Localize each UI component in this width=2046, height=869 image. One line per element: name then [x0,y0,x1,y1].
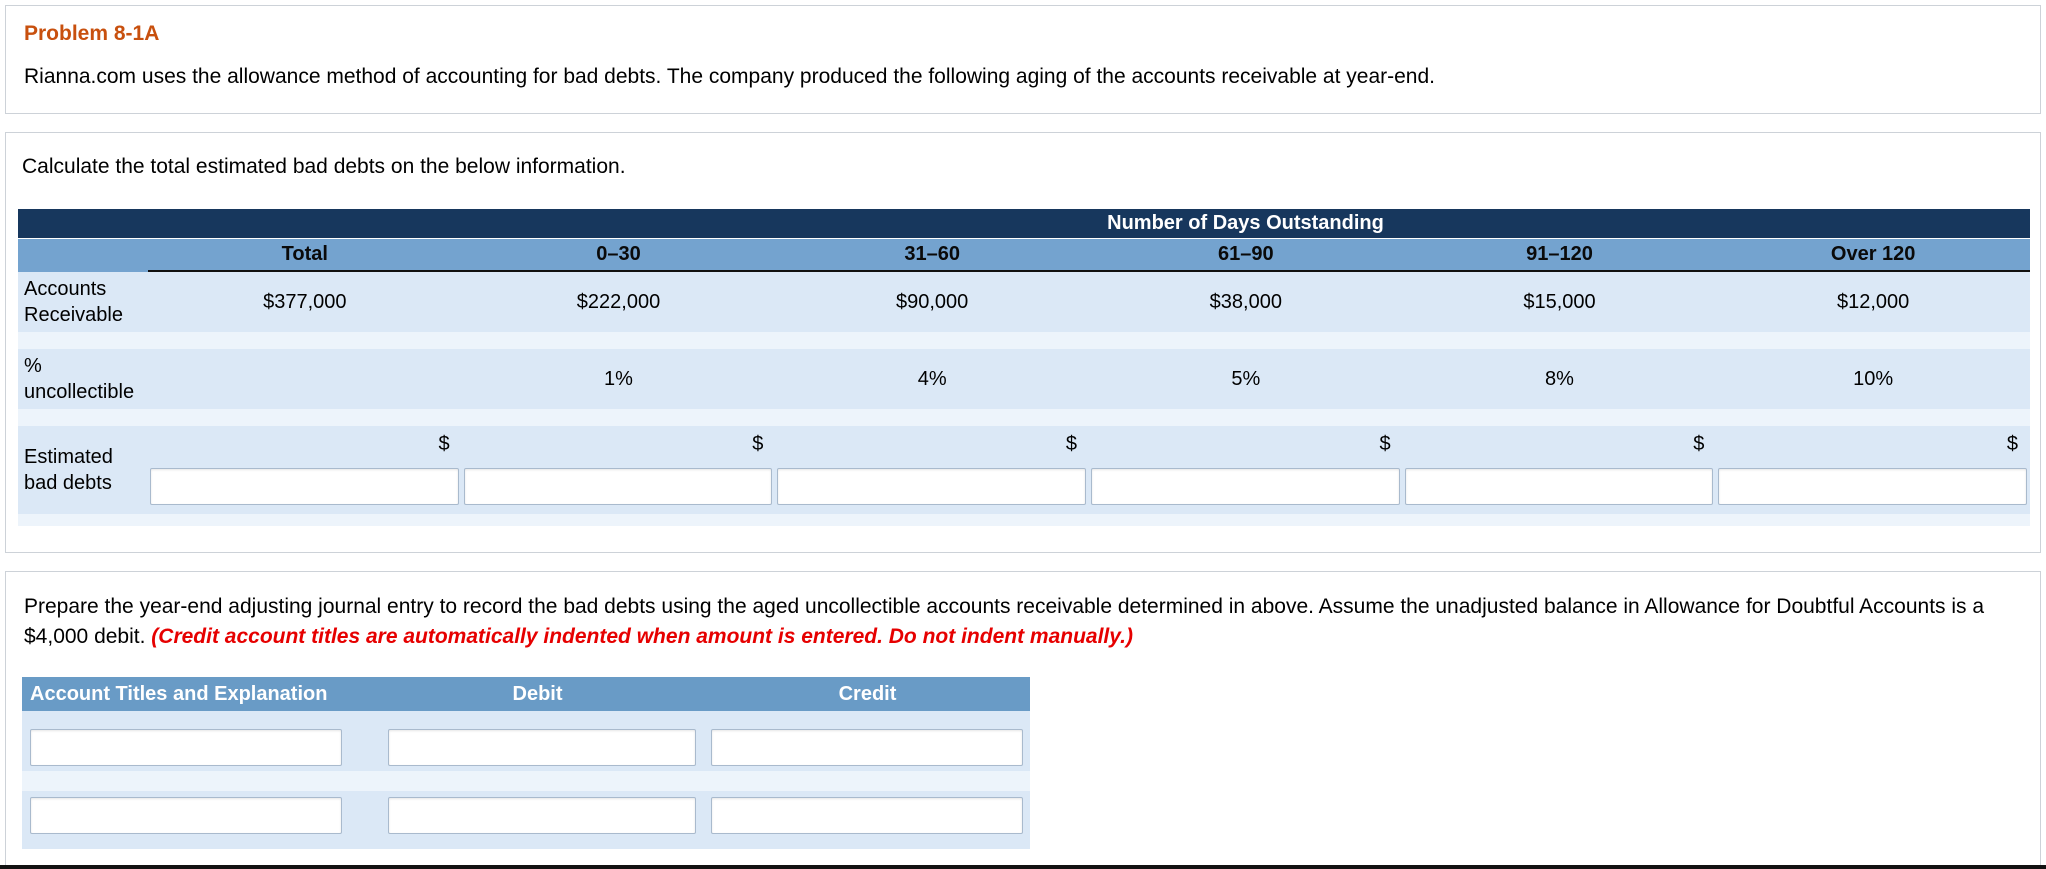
row-stripe [18,409,2030,426]
accounts-receivable-row [18,272,2030,332]
journal-entry-table [22,677,1030,849]
journal-row-2 [22,791,1030,839]
part1-instruction: Calculate the total estimated bad debts on the below information. [22,155,626,179]
days-outstanding-label: Number of Days Outstanding [1107,212,1384,235]
journal-row-2-debit-cell [370,797,705,834]
column-header-over-120: Over 120 [1716,239,2030,272]
journal-header-debit: Debit [512,682,563,705]
estimated-bad-debts-input-31-60[interactable] [777,468,1086,505]
journal-row-1 [22,723,1030,771]
journal-row-1-debit-cell [370,729,705,766]
estimated-bad-debts-input-61-90[interactable] [1091,468,1400,505]
estimated-bad-debts-input-0-30[interactable] [464,468,773,505]
ar-value-61-90: $38,000 [1209,290,1282,313]
problem-intro: Rianna.com uses the allowance method of accounting for bad debts. The company produced the following aging of the accounts receivable at year-end. [24,65,1435,88]
estimated-cell-91-120 [1403,426,1717,514]
journal-header-account-titles: Account Titles and Explanation [30,682,328,705]
journal-row-1-account-input[interactable] [30,729,342,766]
part2-panel [5,571,2041,869]
ar-value-31-60: $90,000 [896,290,969,313]
dollar-sign: $ [2006,433,2018,456]
journal-row-2-debit-input[interactable] [388,797,696,834]
journal-row-1-credit-input[interactable] [711,729,1023,766]
pct-value-over-120: 10% [1853,367,1894,390]
column-header-31-60: 31–60 [775,239,1089,272]
part2-instruction [24,592,2022,651]
part1-panel [5,132,2041,553]
part2-instruction-normal: Prepare the year-end adjusting journal entry to record the bad debts using the aged uncollectible accounts receivable determined in above. Assume the unadjusted balance in Allowance for Doubtful Accounts is a $4,000 debit. [24,595,1985,648]
journal-row-1-credit-cell [705,729,1030,766]
aging-table [18,209,2030,526]
journal-row-2-account-cell [22,797,370,834]
ar-value-0-30: $222,000 [576,290,661,313]
journal-body [22,711,1030,849]
estimated-bad-debts-row [18,426,2030,514]
column-header-91-120: 91–120 [1403,239,1717,272]
row-stripe [18,514,2030,526]
dollar-sign: $ [1065,433,1077,456]
accounts-receivable-row-label: Accounts Receivable [24,278,123,327]
dollar-sign: $ [438,433,450,456]
percent-uncollectible-row [18,349,2030,409]
estimated-cell-over-120 [1716,426,2030,514]
journal-row-2-account-input[interactable] [30,797,342,834]
journal-row-2-credit-input[interactable] [711,797,1023,834]
corner-cell [18,239,148,272]
window-bottom-edge [0,865,2046,869]
row-stripe [22,771,1030,791]
estimated-bad-debts-row-label: Estimated bad debts [24,446,113,495]
estimated-cell-0-30 [462,426,776,514]
journal-header-row [22,677,1030,711]
pct-value-61-90: 5% [1231,367,1261,390]
pct-value-91-120: 8% [1545,367,1574,390]
dollar-sign: $ [1693,433,1705,456]
problem-header-panel [5,5,2041,114]
ar-value-total: $377,000 [263,290,347,313]
part2-instruction-emphasis: (Credit account titles are automatically indented when amount is entered. Do not indent manually.) [151,624,1133,648]
estimated-bad-debts-input-total[interactable] [150,468,459,505]
journal-row-2-credit-cell [705,797,1030,834]
percent-uncollectible-row-label: % uncollectible [24,355,135,404]
estimated-cell-61-90 [1089,426,1403,514]
column-header-61-90: 61–90 [1089,239,1403,272]
dollar-sign: $ [752,433,764,456]
pct-value-0-30: 1% [604,367,633,390]
estimated-bad-debts-input-over-120[interactable] [1718,468,2027,505]
estimated-cell-total [148,426,462,514]
journal-header-credit: Credit [838,682,897,705]
problem-title: Problem 8-1A [24,22,160,45]
journal-row-1-account-cell [22,729,370,766]
aging-column-headers [18,239,2030,272]
column-header-0-30: 0–30 [462,239,776,272]
row-stripe [18,332,2030,349]
column-header-total: Total [148,239,462,272]
pct-value-31-60: 4% [917,367,947,390]
days-outstanding-group-header [18,209,2030,239]
ar-value-91-120: $15,000 [1523,290,1596,313]
estimated-cell-31-60 [775,426,1089,514]
dollar-sign: $ [1379,433,1391,456]
journal-row-1-debit-input[interactable] [388,729,696,766]
ar-value-over-120: $12,000 [1837,290,1910,313]
estimated-bad-debts-input-91-120[interactable] [1405,468,1714,505]
